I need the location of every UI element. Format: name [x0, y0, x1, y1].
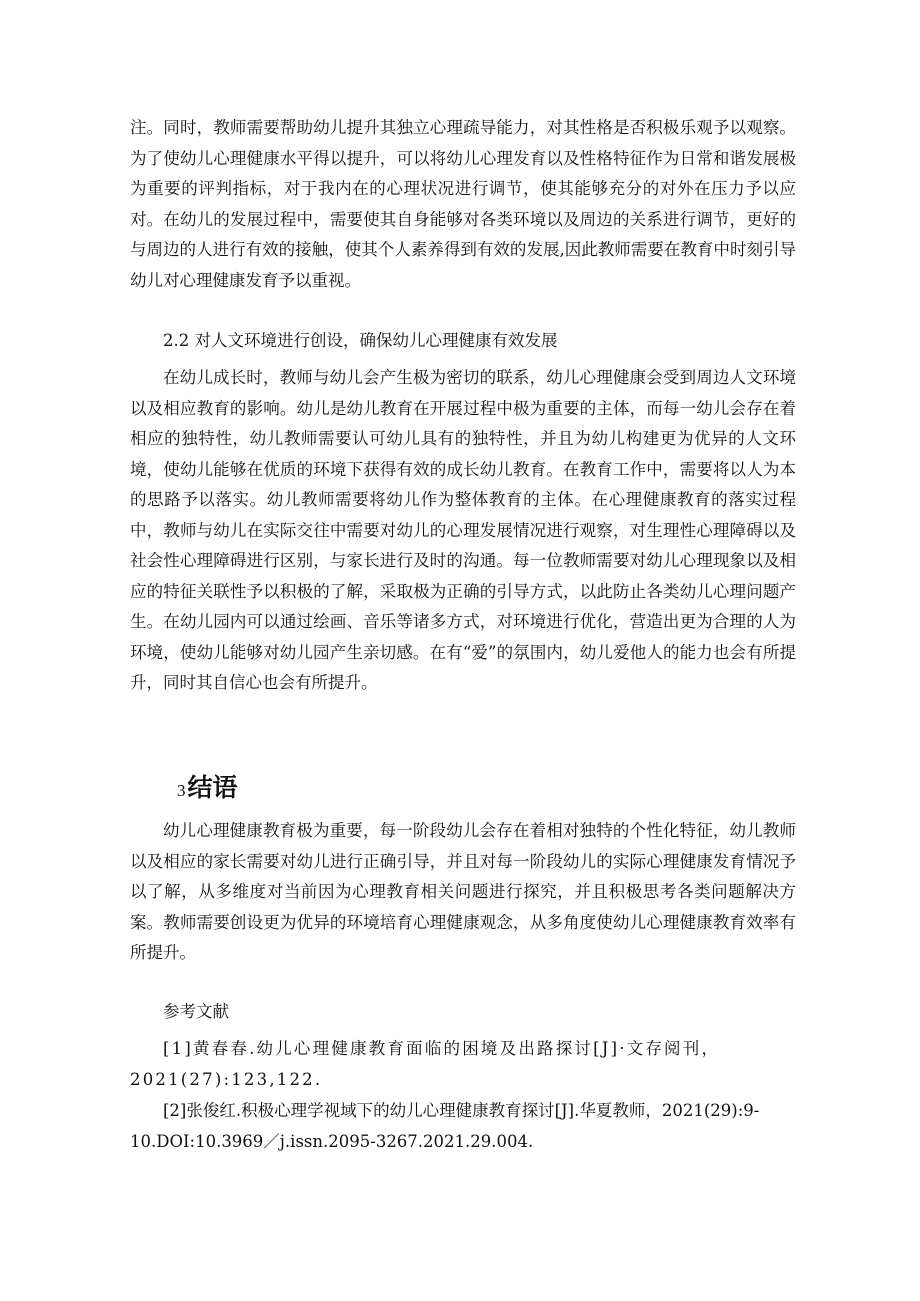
- paragraph-continuation: 注。同时，教师需要帮助幼儿提升其独立心理疏导能力，对其性格是否积极乐观予以观察。为了使幼儿心理健康水平得以提升，可以将幼儿心理发育以及性格特征作为日常和谐发展极为重要的评判指标，对于我内在的心理状况进行调节，使其能够充分的对外在压力予以应对。在幼儿的发展过程中，需要使其自身能够对各类环境以及周边的关系进行调节，更好的与周边的人进行有效的接触，使其个人素养得到有效的发展,因此教师需要在教育中时刻引导幼儿对心理健康发育予以重视。: [130, 118, 796, 290]
- reference-1-line-2: 2021(27):123,122.: [130, 1069, 323, 1089]
- heading-text: 结语: [187, 773, 238, 802]
- section-heading-2-2: 2.2 对人文环境进行创设，确保幼儿心理健康有效发展: [163, 331, 558, 350]
- reference-1-line-1: [1]黄春春.幼儿心理健康教育面临的困境及出路探讨[J]·文存阅刊，: [163, 1039, 721, 1058]
- references-title: 参考文献: [163, 1002, 229, 1021]
- paragraph-humanistic-environment: 在幼儿成长时，教师与幼儿会产生极为密切的联系，幼儿心理健康会受到周边人文环境以及相应教育的影响。幼儿是幼儿教育在开展过程中极为重要的主体，而每一幼儿会存在着相应的独特性，幼儿教师需要认可幼儿具有的独特性，并且为幼儿构建更为优异的人文环境，使幼儿能够在优质的环境下获得有效的成长幼儿教育。在教育工作中，需要将以人为本的思路予以落实。幼儿教师需要将幼儿作为整体教育的主体。在心理健康教育的落实过程中，教师与幼儿在实际交往中需要对幼儿的心理发展情况进行观察，对生理性心理障碍以及社会性心理障碍进行区别，与家长进行及时的沟通。每一位教师需要对幼儿心理现象以及相应的特征关联性予以积极的了解，采取极为正确的引导方式，以此防止各类幼儿心理问题产生。在幼儿园内可以通过绘画、音乐等诸多方式，对环境进行优化，营造出更为合理的人为环境，使幼儿能够对幼儿园产生亲切感。在有“爱”的氛围内，幼儿爱他人的能力也会有所提升，同时其自信心也会有所提升。: [130, 368, 796, 692]
- paragraph-conclusion: 幼儿心理健康教育极为重要，每一阶段幼儿会存在着相对独特的个性化特征，幼儿教师以及相应的家长需要对幼儿进行正确引导，并且对每一阶段幼儿的实际心理健康发育情况予以了解，从多维度对当前因为心理教育相关问题进行探究，并且积极思考各类问题解决方案。教师需要创设更为优异的环境培育心理健康观念，从多角度使幼儿心理健康教育效率有所提升。: [130, 821, 796, 962]
- reference-item-1: [130, 1034, 796, 1095]
- reference-2-line-2: 10.DOI:10.3969／j.issn.2095-3267.2021.29.004.: [130, 1131, 534, 1151]
- section-heading-conclusion: [177, 768, 238, 811]
- reference-2-line-1: [2]张俊红.积极心理学视域下的幼儿心理健康教育探讨[J].华夏教师，2021(29):9-: [163, 1101, 760, 1120]
- reference-item-2: [130, 1096, 796, 1157]
- heading-number: 3: [177, 781, 186, 800]
